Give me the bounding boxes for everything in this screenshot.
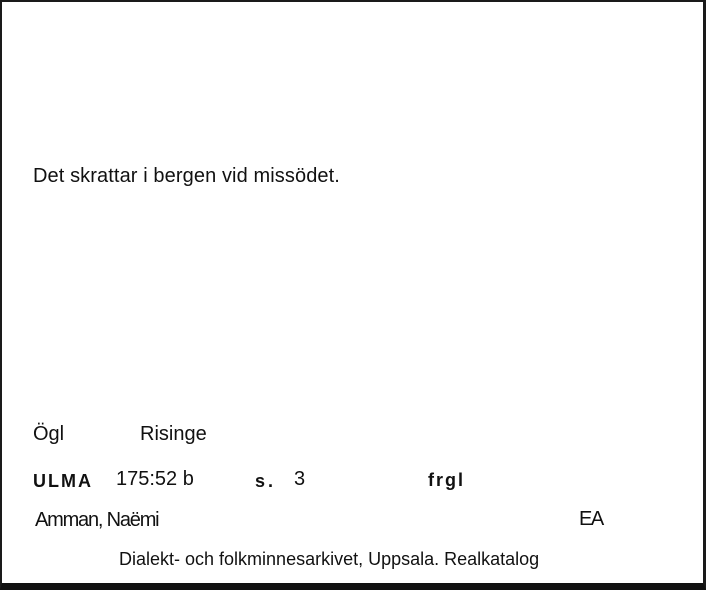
parish-abbreviation: Ögl	[33, 423, 65, 445]
genre-code: frgl	[428, 470, 465, 490]
card-main-text: Det skrattar i bergen vid missödet.	[33, 165, 340, 187]
archive-reference: 175:52 b	[116, 468, 194, 490]
card-footer: Dialekt- och folkminnesarkivet, Uppsala. Realkatalog	[119, 549, 540, 569]
page-number: 3	[294, 468, 306, 490]
classification-code: EA	[579, 508, 603, 530]
place-name: Risinge	[140, 423, 207, 445]
page-label: s.	[255, 471, 277, 491]
collector-name: Amman, Naëmi	[35, 509, 159, 531]
archive-code: ULMA	[33, 471, 93, 491]
